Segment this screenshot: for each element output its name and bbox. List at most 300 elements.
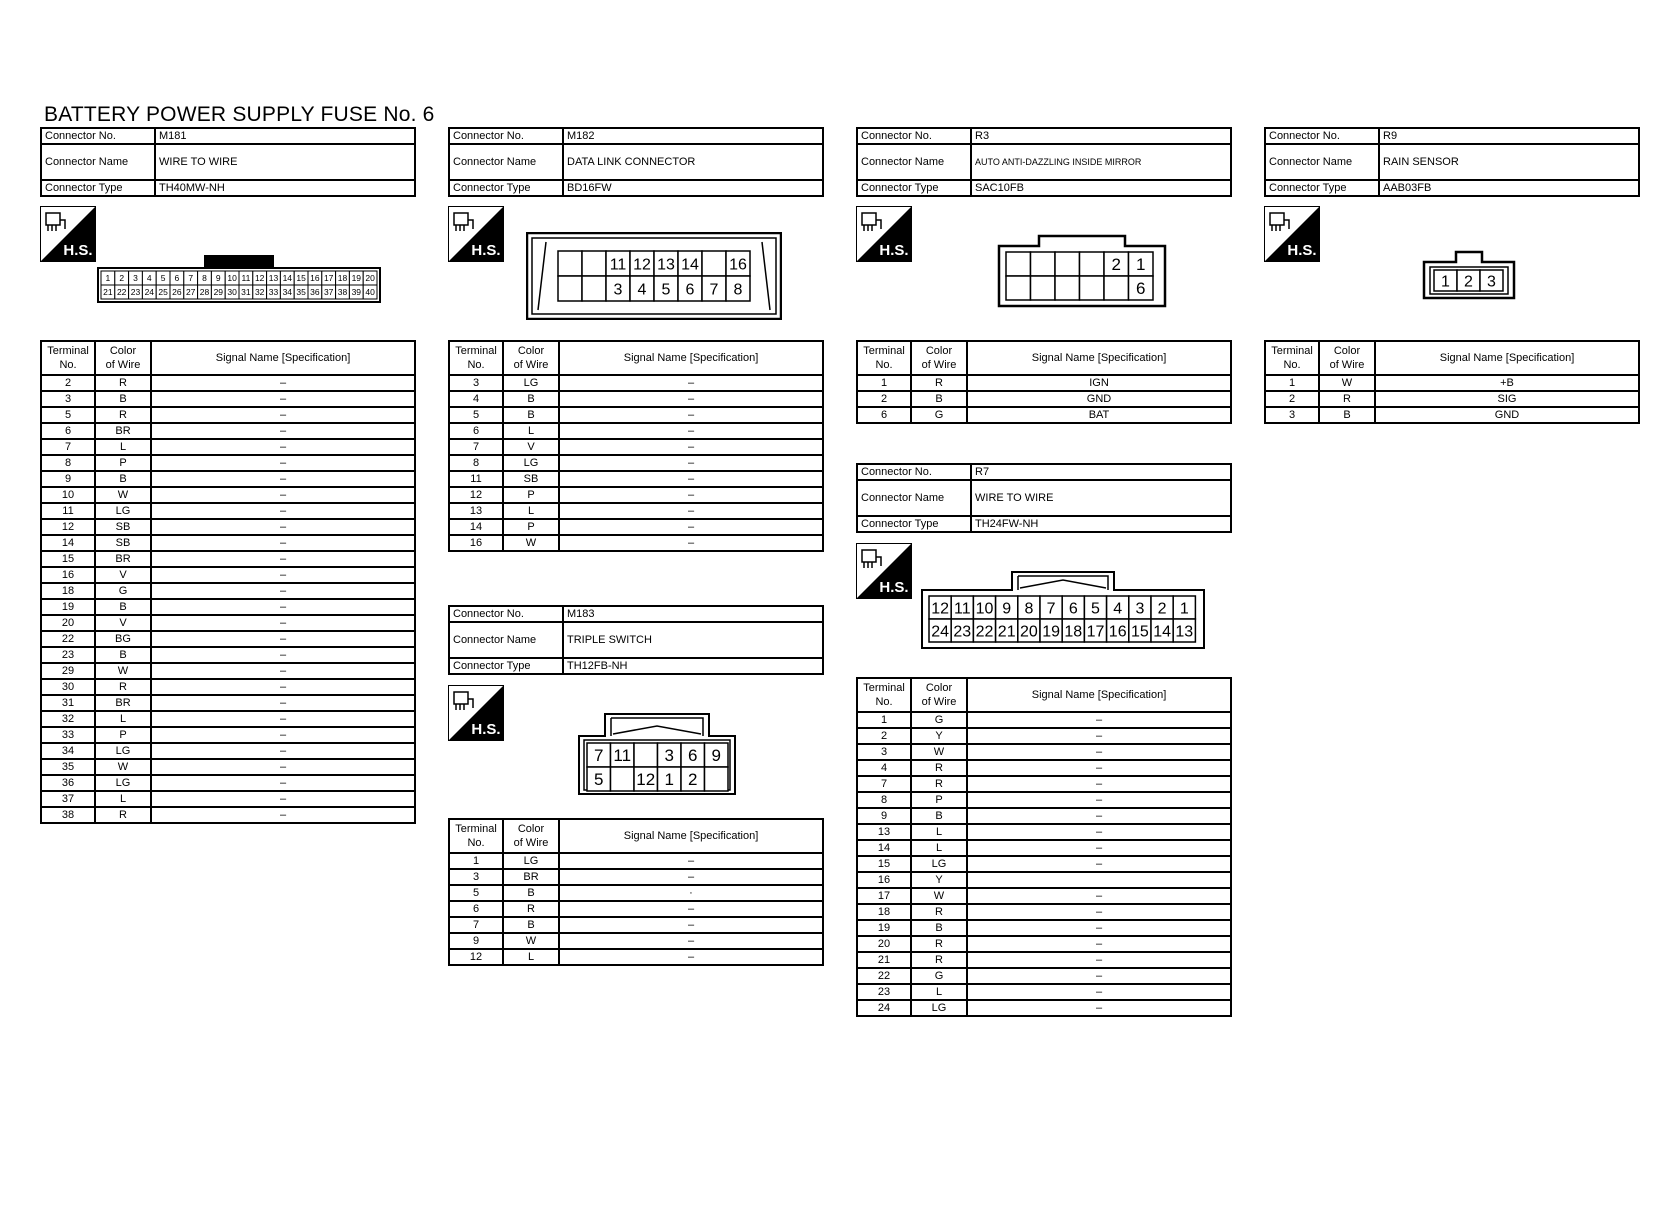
wire-color: LG: [95, 503, 151, 519]
signal-name: –: [559, 949, 823, 965]
connector-type-label: Connector Type: [41, 180, 155, 196]
signal-name: –: [967, 840, 1231, 856]
connector-name-value: TRIPLE SWITCH: [563, 622, 823, 658]
terminal-no: 15: [41, 551, 95, 567]
wire-color: R: [911, 776, 967, 792]
connector-no-value: R9: [1379, 128, 1639, 144]
connector-block-m181: [40, 127, 416, 197]
connector-info-table: [40, 127, 416, 197]
terminal-no: 9: [857, 808, 911, 824]
table-row: [41, 663, 415, 679]
terminal-no: 23: [41, 647, 95, 663]
pin-label: 24: [144, 287, 155, 298]
wire-color: B: [911, 808, 967, 824]
wire-color: W: [95, 487, 151, 503]
signal-name: –: [151, 487, 415, 503]
wire-color: R: [911, 952, 967, 968]
pin-label: 9: [215, 273, 221, 284]
terminal-no: 13: [449, 503, 503, 519]
pin-label: 6: [174, 273, 180, 284]
table-row: [41, 631, 415, 647]
connector-name-label: Connector Name: [857, 480, 971, 516]
signal-name: –: [151, 407, 415, 423]
table-row: [449, 933, 823, 949]
table-row: [41, 423, 415, 439]
pin-label: 14: [282, 273, 293, 284]
signal-header: Signal Name [Specification]: [151, 341, 415, 375]
table-row: [857, 712, 1231, 728]
signal-name: ·: [559, 885, 823, 901]
pin-label: 10: [975, 600, 994, 618]
connector-face-r7: [920, 570, 1206, 650]
pin-label: 16: [729, 256, 747, 274]
terminal-no: 33: [41, 727, 95, 743]
terminal-no: 35: [41, 759, 95, 775]
pin-label: 13: [268, 273, 279, 284]
signal-name: –: [151, 743, 415, 759]
table-row: [41, 727, 415, 743]
signal-name: –: [151, 727, 415, 743]
pin-cell: [1104, 276, 1129, 300]
wire-color: B: [503, 917, 559, 933]
terminal-no: 7: [449, 917, 503, 933]
terminal-no: 7: [41, 439, 95, 455]
signal-name: –: [151, 679, 415, 695]
wire-color: R: [95, 807, 151, 823]
wire-color: P: [503, 519, 559, 535]
pin-label: 2: [1111, 255, 1121, 275]
pin-label: 5: [1091, 600, 1100, 618]
connector-info-table: [1264, 127, 1640, 197]
signal-name: –: [559, 391, 823, 407]
pin-cell: [1031, 276, 1056, 300]
pin-label: 12: [636, 770, 656, 790]
signal-name: –: [967, 888, 1231, 904]
wire-color: L: [911, 840, 967, 856]
terminal-no: 1: [1265, 375, 1319, 391]
terminal-table-m183: [448, 818, 824, 966]
connector-info-table: [448, 127, 824, 197]
table-row: [449, 375, 823, 391]
terminal-table-r7: [856, 677, 1232, 1017]
table-row: [41, 439, 415, 455]
signal-name: –: [559, 503, 823, 519]
terminal-header: Terminal No.: [857, 341, 911, 375]
table-row: [449, 869, 823, 885]
pin-label: 2: [688, 770, 698, 790]
wire-color: R: [1319, 391, 1375, 407]
signal-name: –: [151, 391, 415, 407]
table-row: [449, 471, 823, 487]
pin-label: 35: [296, 287, 306, 298]
wire-color: G: [95, 583, 151, 599]
terminal-no: 11: [449, 471, 503, 487]
connector-type-value: TH24FW-NH: [971, 516, 1231, 532]
pin-label: 23: [953, 623, 972, 641]
terminal-no: 37: [41, 791, 95, 807]
wire-color: R: [911, 936, 967, 952]
wire-color: L: [911, 984, 967, 1000]
pin-label: 21: [103, 287, 113, 298]
wire-color: SB: [503, 471, 559, 487]
signal-name: [967, 872, 1231, 888]
terminal-no: 18: [857, 904, 911, 920]
pin-label: 14: [1153, 623, 1171, 641]
pin-label: 7: [188, 273, 194, 284]
pin-label: 19: [1042, 623, 1060, 641]
terminal-no: 23: [857, 984, 911, 1000]
wire-color: R: [95, 679, 151, 695]
connector-name-value: RAIN SENSOR: [1379, 144, 1639, 180]
connector-face-m181: [97, 248, 381, 304]
wire-color: V: [95, 567, 151, 583]
connector-type-value: TH12FB-NH: [563, 658, 823, 674]
wire-color: V: [503, 439, 559, 455]
terminal-table: [448, 818, 824, 966]
wire-color: LG: [95, 775, 151, 791]
signal-name: –: [967, 744, 1231, 760]
signal-name: –: [967, 1000, 1231, 1016]
pin-label: 17: [1086, 623, 1105, 641]
terminal-no: 16: [449, 535, 503, 551]
connector-type-label: Connector Type: [857, 180, 971, 196]
wire-color: B: [911, 391, 967, 407]
table-row: [449, 901, 823, 917]
color-header: Color of Wire: [911, 341, 967, 375]
connector-name-value: WIRE TO WIRE: [155, 144, 415, 180]
pin-label: 3: [1135, 600, 1145, 618]
connector-no-value: M182: [563, 128, 823, 144]
wire-color: P: [95, 455, 151, 471]
wire-color: W: [911, 888, 967, 904]
connector-name-label: Connector Name: [1265, 144, 1379, 180]
hs-label: H.S.: [879, 579, 909, 596]
signal-name: –: [151, 519, 415, 535]
terminal-no: 36: [41, 775, 95, 791]
signal-name: –: [151, 583, 415, 599]
table-row: [857, 840, 1231, 856]
hs-label: H.S.: [1287, 242, 1317, 259]
color-header: Color of Wire: [911, 678, 967, 712]
pin-label: 3: [133, 273, 138, 284]
pin-label: 24: [931, 623, 949, 641]
terminal-no: 4: [857, 760, 911, 776]
page-title: BATTERY POWER SUPPLY FUSE No. 6: [44, 103, 435, 126]
wire-color: B: [95, 647, 151, 663]
connector-type-value: SAC10FB: [971, 180, 1231, 196]
wire-color: SB: [95, 519, 151, 535]
terminal-no: 1: [449, 853, 503, 869]
hs-label: H.S.: [63, 242, 93, 259]
table-row: [449, 391, 823, 407]
pin-label: 7: [709, 281, 719, 299]
terminal-no: 3: [449, 375, 503, 391]
table-row: [857, 391, 1231, 407]
connector-no-label: Connector No.: [449, 606, 563, 622]
connector-no-label: Connector No.: [857, 128, 971, 144]
signal-name: –: [151, 439, 415, 455]
wire-color: LG: [503, 455, 559, 471]
signal-name: –: [151, 535, 415, 551]
table-row: [41, 807, 415, 823]
table-row: [449, 885, 823, 901]
pin-label: 1: [105, 273, 111, 284]
pin-label: 13: [657, 256, 675, 274]
connector-type-value: BD16FW: [563, 180, 823, 196]
terminal-table-m181: [40, 340, 416, 824]
pin-label: 22: [975, 623, 994, 641]
pin-cell: [634, 743, 658, 767]
connector-block-r7: [856, 463, 1232, 533]
pin-label: 15: [1131, 623, 1149, 641]
signal-header: Signal Name [Specification]: [967, 678, 1231, 712]
table-row: [41, 375, 415, 391]
table-row: [41, 567, 415, 583]
terminal-no: 16: [857, 872, 911, 888]
pin-label: 25: [158, 287, 168, 298]
terminal-no: 3: [449, 869, 503, 885]
terminal-no: 1: [857, 712, 911, 728]
signal-name: –: [151, 599, 415, 615]
signal-name: –: [559, 487, 823, 503]
pin-label: 39: [351, 287, 362, 298]
table-row: [41, 551, 415, 567]
signal-name: –: [559, 535, 823, 551]
pin-label: 6: [1136, 279, 1146, 299]
terminal-no: 19: [41, 599, 95, 615]
signal-name: –: [967, 776, 1231, 792]
connector-name-value: AUTO ANTI-DAZZLING INSIDE MIRROR: [971, 144, 1231, 180]
table-row: [857, 904, 1231, 920]
terminal-no: 17: [857, 888, 911, 904]
signal-name: –: [151, 503, 415, 519]
table-row: [41, 519, 415, 535]
pin-label: 40: [365, 287, 375, 298]
table-row: [857, 920, 1231, 936]
table-row: [857, 952, 1231, 968]
terminal-no: 31: [41, 695, 95, 711]
pin-label: 4: [637, 281, 647, 299]
terminal-no: 5: [449, 407, 503, 423]
pin-label: 33: [268, 287, 279, 298]
connector-block-r9: [1264, 127, 1640, 197]
terminal-no: 13: [857, 824, 911, 840]
wire-color: G: [911, 712, 967, 728]
terminal-no: 18: [41, 583, 95, 599]
signal-name: –: [967, 904, 1231, 920]
terminal-no: 5: [41, 407, 95, 423]
table-row: [41, 711, 415, 727]
pin-label: 2: [119, 273, 125, 284]
wire-color: L: [503, 503, 559, 519]
pin-label: 9: [1002, 600, 1012, 618]
signal-name: –: [967, 984, 1231, 1000]
signal-name: –: [151, 631, 415, 647]
terminal-no: 12: [449, 949, 503, 965]
wire-color: P: [503, 487, 559, 503]
terminal-no: 3: [1265, 407, 1319, 423]
signal-name: –: [559, 933, 823, 949]
signal-name: –: [559, 901, 823, 917]
table-row: [449, 949, 823, 965]
pin-label: 12: [633, 256, 651, 274]
wire-color: L: [503, 949, 559, 965]
table-row: [41, 503, 415, 519]
signal-name: –: [151, 647, 415, 663]
table-row: [41, 599, 415, 615]
signal-name: –: [151, 663, 415, 679]
connector-type-label: Connector Type: [857, 516, 971, 532]
pin-label: 26: [172, 287, 182, 298]
table-row: [449, 439, 823, 455]
signal-name: GND: [1375, 407, 1639, 423]
table-row: [449, 535, 823, 551]
table-row: [449, 917, 823, 933]
connector-block-m182: [448, 127, 824, 197]
pin-label: 18: [337, 273, 348, 284]
terminal-no: 24: [857, 1000, 911, 1016]
wire-color: SB: [95, 535, 151, 551]
color-header: Color of Wire: [503, 819, 559, 853]
wire-color: B: [911, 920, 967, 936]
wire-color: L: [95, 711, 151, 727]
pin-label: 13: [1175, 623, 1194, 641]
pin-cell: [1031, 252, 1056, 276]
signal-name: –: [559, 853, 823, 869]
wire-color: B: [503, 407, 559, 423]
signal-name: –: [967, 760, 1231, 776]
table-row: [41, 775, 415, 791]
pin-label: 31: [241, 287, 251, 298]
pin-label: 27: [185, 287, 196, 298]
signal-name: –: [559, 375, 823, 391]
table-row: [41, 407, 415, 423]
table-row: [449, 407, 823, 423]
wire-color: R: [911, 760, 967, 776]
table-row: [41, 535, 415, 551]
wire-color: W: [1319, 375, 1375, 391]
table-row: [41, 583, 415, 599]
terminal-table-r9: [1264, 340, 1640, 424]
pin-label: 9: [711, 746, 721, 766]
connector-face-r3: [997, 234, 1167, 308]
connector-face-r9: [1422, 250, 1516, 300]
wire-color: W: [503, 535, 559, 551]
pin-label: 8: [202, 273, 207, 284]
signal-name: –: [151, 807, 415, 823]
wire-color: BG: [95, 631, 151, 647]
pin-cell: [582, 276, 606, 301]
terminal-no: 6: [449, 423, 503, 439]
terminal-no: 22: [857, 968, 911, 984]
hs-icon: [40, 206, 96, 262]
table-row: [857, 776, 1231, 792]
terminal-no: 8: [41, 455, 95, 471]
pin-label: 29: [213, 287, 224, 298]
pin-label: 23: [130, 287, 141, 298]
terminal-no: 20: [857, 936, 911, 952]
wire-color: Y: [911, 728, 967, 744]
pin-label: 1: [664, 770, 674, 790]
terminal-no: 9: [449, 933, 503, 949]
connector-no-label: Connector No.: [449, 128, 563, 144]
terminal-no: 29: [41, 663, 95, 679]
terminal-no: 14: [41, 535, 95, 551]
connector-info-table: [856, 463, 1232, 533]
table-row: [41, 743, 415, 759]
terminal-table: [1264, 340, 1640, 424]
table-row: [41, 695, 415, 711]
table-row: [857, 984, 1231, 1000]
table-row: [41, 471, 415, 487]
terminal-no: 9: [41, 471, 95, 487]
pin-label: 4: [146, 273, 152, 284]
connector-name-label: Connector Name: [857, 144, 971, 180]
signal-name: –: [967, 936, 1231, 952]
table-row: [449, 423, 823, 439]
table-row: [857, 375, 1231, 391]
wire-color: B: [1319, 407, 1375, 423]
wire-color: P: [95, 727, 151, 743]
wire-color: W: [95, 759, 151, 775]
terminal-no: 22: [41, 631, 95, 647]
signal-name: –: [559, 519, 823, 535]
wire-color: W: [95, 663, 151, 679]
pin-label: 5: [661, 281, 671, 299]
pin-label: 1: [1136, 255, 1146, 275]
terminal-no: 7: [857, 776, 911, 792]
signal-name: –: [559, 439, 823, 455]
wire-color: L: [911, 824, 967, 840]
pin-label: 11: [613, 746, 632, 766]
wire-color: BR: [95, 423, 151, 439]
wire-color: W: [911, 744, 967, 760]
terminal-table: [448, 340, 824, 552]
terminal-no: 21: [857, 952, 911, 968]
wire-color: R: [911, 375, 967, 391]
wire-color: B: [95, 391, 151, 407]
wire-color: R: [911, 904, 967, 920]
pin-label: 34: [282, 287, 293, 298]
connector-no-label: Connector No.: [41, 128, 155, 144]
terminal-no: 8: [857, 792, 911, 808]
pin-label: 3: [664, 746, 674, 766]
signal-name: –: [151, 615, 415, 631]
table-row: [41, 487, 415, 503]
pin-label: 11: [953, 600, 971, 618]
signal-name: –: [967, 824, 1231, 840]
table-row: [1265, 391, 1639, 407]
signal-name: –: [559, 869, 823, 885]
pin-label: 10: [227, 273, 237, 284]
terminal-no: 10: [41, 487, 95, 503]
table-row: [449, 853, 823, 869]
signal-name: –: [967, 952, 1231, 968]
connector-name-value: DATA LINK CONNECTOR: [563, 144, 823, 180]
table-row: [449, 519, 823, 535]
table-row: [41, 455, 415, 471]
pin-label: 17: [323, 273, 334, 284]
pin-label: 19: [351, 273, 362, 284]
terminal-no: 12: [41, 519, 95, 535]
terminal-no: 15: [857, 856, 911, 872]
table-row: [857, 888, 1231, 904]
terminal-no: 14: [449, 519, 503, 535]
pin-label: 21: [997, 623, 1016, 641]
table-row: [449, 503, 823, 519]
signal-name: –: [559, 471, 823, 487]
table-row: [41, 759, 415, 775]
